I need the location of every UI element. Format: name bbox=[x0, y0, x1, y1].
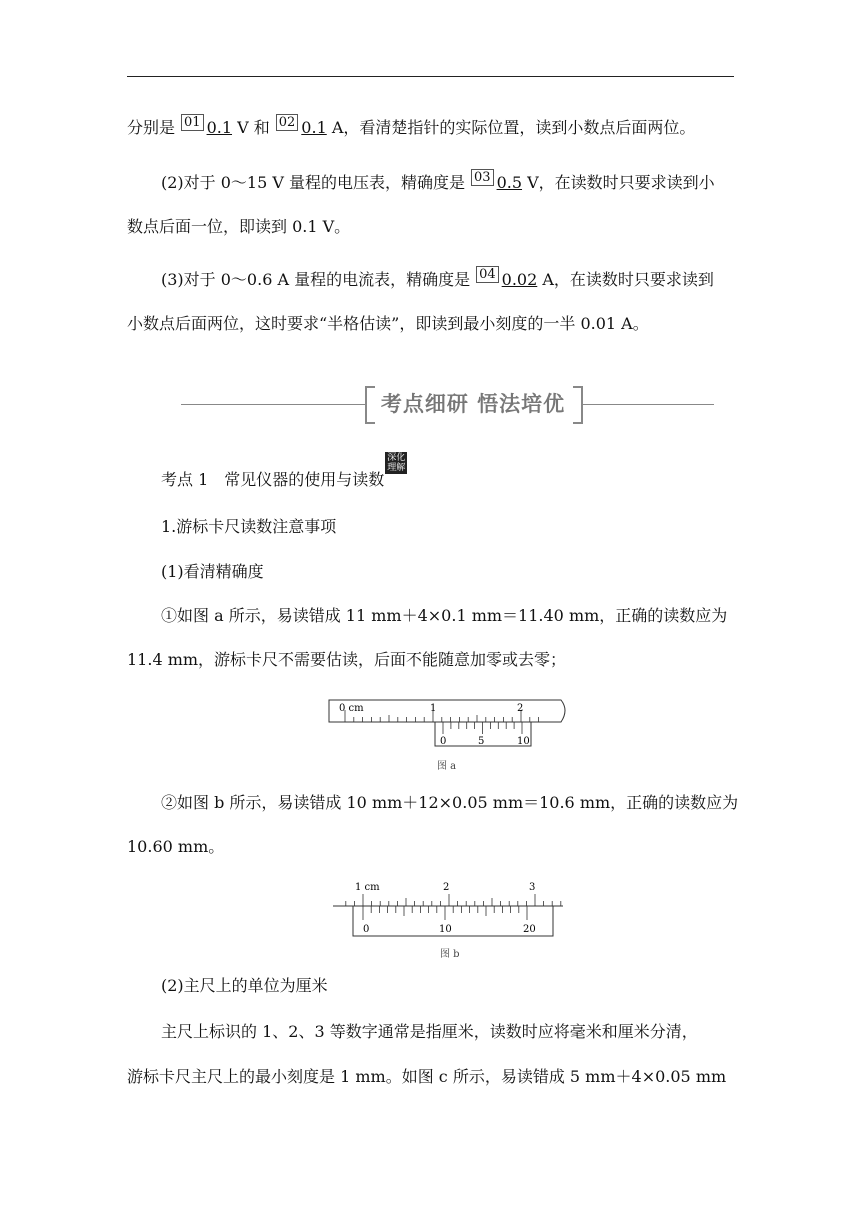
vernier-caliper-figure-a bbox=[325, 696, 575, 752]
vernier-scale-label: 20 bbox=[523, 924, 536, 935]
main-scale-label: 1 cm bbox=[355, 882, 380, 893]
paragraph-line: 数点后面一位，即读到 0.1 V。 bbox=[127, 217, 351, 236]
answer-number-box: 03 bbox=[471, 169, 494, 186]
vernier-scale-label: 0 bbox=[440, 736, 447, 747]
paragraph-line: 1.游标卡尺读数注意事项 bbox=[161, 517, 337, 536]
paragraph-line: (1)看清精确度 bbox=[161, 562, 264, 581]
answer-blank: 0.02 bbox=[501, 270, 538, 289]
answer-blank: 0.5 bbox=[496, 173, 523, 192]
main-scale-label: 2 bbox=[443, 882, 450, 893]
answer-blank: 0.1 bbox=[206, 118, 233, 137]
figure-caption: 图 b bbox=[440, 949, 460, 960]
deepen-understand-badge: 深化 理解 bbox=[387, 453, 406, 473]
header-rule bbox=[127, 76, 734, 77]
answer-number-box: 01 bbox=[181, 114, 204, 131]
vernier-scale-label: 0 bbox=[363, 924, 370, 935]
main-scale-label: 1 bbox=[430, 703, 437, 714]
answer-number-box: 04 bbox=[476, 266, 499, 283]
vernier-scale-label: 10 bbox=[439, 924, 452, 935]
paragraph-line: (2)主尺上的单位为厘米 bbox=[161, 976, 328, 995]
answer-number-box: 02 bbox=[276, 114, 299, 131]
vernier-scale-label: 5 bbox=[478, 736, 485, 747]
main-scale-label: 2 bbox=[517, 703, 524, 714]
banner-title: 考点细研 悟法培优 bbox=[380, 391, 566, 416]
vernier-scale-label: 10 bbox=[517, 736, 530, 747]
paragraph-line: 分别是 01 0.1 V 和 02 0.1 A，看清楚指针的实际位置，读到小数点后面两位。 bbox=[127, 115, 696, 137]
paragraph-line: (2)对于 0～15 V 量程的电压表，精确度是 03 0.5 V，在读数时只要求读到小 bbox=[161, 170, 715, 192]
answer-blank: 0.1 bbox=[301, 118, 327, 137]
section-banner bbox=[181, 384, 714, 424]
paragraph-line: 主尺上标识的 1、2、3 等数字通常是指厘米，读数时应将毫米和厘米分清， bbox=[161, 1022, 698, 1041]
paragraph-line: (3)对于 0～0.6 A 量程的电流表，精确度是 04 0.02 A，在读数时只要求读到 bbox=[161, 267, 714, 289]
paragraph-line: 游标卡尺主尺上的最小刻度是 1 mm。如图 c 所示，易读错成 5 mm＋4×0.05 mm bbox=[127, 1067, 727, 1086]
paragraph-line: 10.60 mm。 bbox=[127, 837, 225, 856]
section-heading: 考点 1 常见仪器的使用与读数 深化 理解 bbox=[161, 453, 406, 489]
main-scale-label: 3 bbox=[529, 882, 536, 893]
paragraph-line: ①如图 a 所示，易读错成 11 mm＋4×0.1 mm＝11.40 mm，正确的读数应为 bbox=[161, 606, 728, 625]
figure-caption: 图 a bbox=[437, 761, 457, 772]
paragraph-line: 小数点后面两位，这时要求“半格估读”，即读到最小刻度的一半 0.01 A。 bbox=[127, 314, 649, 333]
paragraph-line: 11.4 mm，游标卡尺不需要估读，后面不能随意加零或去零； bbox=[127, 650, 567, 669]
paragraph-line: ②如图 b 所示，易读错成 10 mm＋12×0.05 mm＝10.6 mm，正确的读数应为 bbox=[161, 793, 739, 812]
vernier-caliper-figure-b bbox=[333, 878, 565, 940]
main-scale-label: 0 cm bbox=[339, 703, 364, 714]
